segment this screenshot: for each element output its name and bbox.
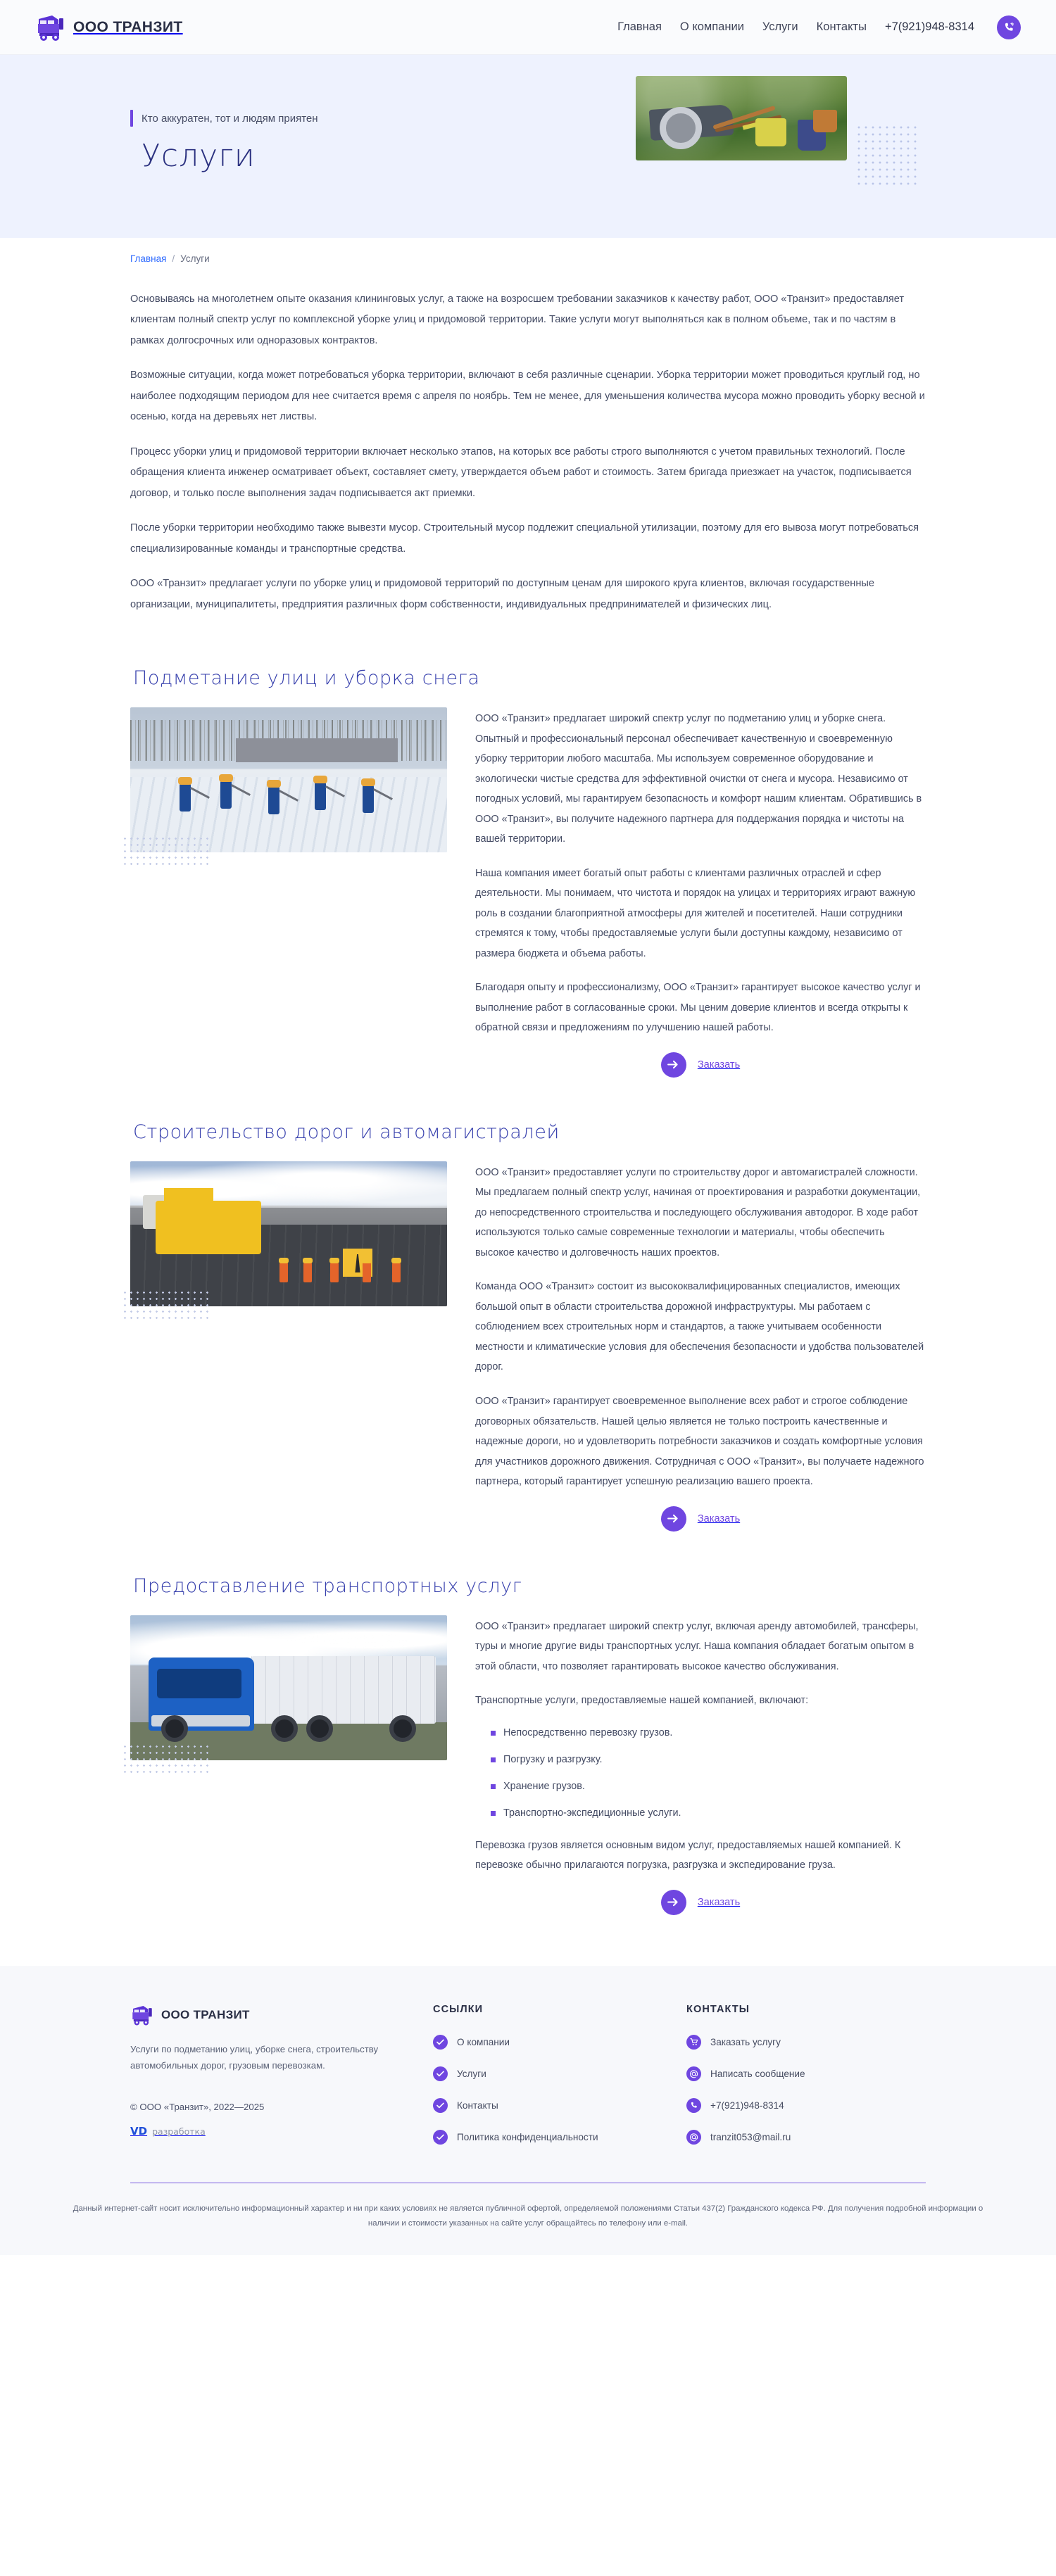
nav-item-services[interactable]: Услуги [762,20,798,33]
service-section-road-construction [0,1097,1056,1551]
brand-name: ООО ТРАНЗИТ [73,18,183,35]
developer-badge[interactable] [130,2125,433,2138]
at-icon [686,2066,701,2081]
footer-link-services[interactable] [433,2066,686,2081]
check-circle-icon [433,2035,448,2050]
footer-contact-label[interactable]: Написать сообщение [710,2068,805,2079]
footer-contacts-title: КОНТАКТЫ [686,2003,750,2015]
footer-contact-message[interactable] [686,2066,926,2081]
service-paragraph: Перевозка грузов является основным видом услуг, предоставляемых нашей компанией. К перевозке обычно прилагаются погрузка, разгрузка и экспедирование груза. [475,1839,901,1871]
service-section-transport [0,1551,1056,1935]
hero-tagline [130,110,318,127]
arrow-right-icon [661,1052,686,1078]
truck-icon [35,13,66,42]
service-paragraph: Команда ООО «Транзит» состоит из высококвалифицированных специалистов, имеющих большой опыт в области строительства дорожной инфраструктуры. Мы работаем с соблюдением всех строительных норм и стандартов, а также учитываем особенности местности и климатические условия для обеспечения безопасности и удобства пользователей дорог. [475,1281,924,1373]
check-circle-icon [433,2066,448,2081]
breadcrumb-separator: / [172,253,175,264]
breadcrumb-home[interactable]: Главная [130,253,167,264]
cart-icon [686,2035,701,2050]
footer-about-column [130,2004,433,2161]
footer-contact-order[interactable] [686,2035,926,2050]
service-paragraph: ООО «Транзит» гарантирует своевременное выполнение всех работ и строгое соблюдение договорных обязательств. Нашей целью является не только построить качественные и надежные дороги, но и удовлетворить потребности заказчиков и создать комфортные условия для участников дорожного движения. Сотрудничая с ООО «Транзит», вы получаете надежного партнера, который гарантирует успешную реализацию вашего проекта. [475,1395,924,1488]
service-text [475,1615,926,1915]
breadcrumb [130,253,926,264]
arrow-right-icon [661,1506,686,1532]
footer-link-privacy[interactable] [433,2130,686,2145]
footer-link-contacts[interactable] [433,2098,686,2113]
brand-logo-link[interactable] [35,13,183,42]
hero-image [636,76,847,160]
service-paragraph: Благодаря опыту и профессионализму, ООО «Транзит» гарантирует высокое качество услуг и выполнение работ в согласованные сроки. Мы ценим доверие клиентов и всегда открыты к обратной связи и предложениям по улучшению нашей работы. [475,982,921,1034]
footer-brand-name: ООО ТРАНЗИТ [161,2007,250,2021]
footer-copyright: © ООО «Транзит», 2022—2025 [130,2102,265,2113]
order-button-label: Заказать [697,1896,741,1908]
arrow-right-icon [661,1890,686,1915]
intro-section [0,264,1056,643]
nav-item-about[interactable]: О компании [679,20,744,33]
service-image-truck [130,1615,447,1760]
order-button-label: Заказать [697,1513,741,1524]
intro-paragraph: Возможные ситуации, когда может потребоваться уборка территории, включают в себя различные сценарии. Уборка территории может проводиться круглый год, но наиболее подходящим периодом для нее считается время с апреля по ноябрь. Тем не менее, для уменьшения количества мусора можно проводить уборку весной и осенью, когда на деревьях нет листвы. [130,370,925,423]
service-text [475,707,926,1078]
service-figure [130,707,447,868]
footer-contact-label[interactable]: Заказать услугу [710,2036,781,2047]
developer-logo-icon: VD [130,2125,148,2138]
footer-contacts-column [686,2004,926,2161]
footer-contact-email[interactable] [686,2130,926,2145]
decorative-dot-grid [855,124,920,189]
nav-item-contacts[interactable]: Контакты [816,20,867,33]
order-button[interactable] [661,1890,740,1915]
list-item: Погрузку и разгрузку. [491,1752,926,1768]
hero-section [0,55,1056,238]
service-image-road [130,1161,447,1306]
service-title: Подметание улиц и уборка снега [133,667,480,690]
footer-link-label[interactable]: Контакты [457,2100,498,2111]
service-paragraph: Наша компания имеет богатый опыт работы с клиентами различных отраслей и сфер деятельности. Мы понимаем, что чистота и порядок на улицах и территориях играют важную роль в создании благоприятной атмосферы для жителей и посетителей. Наши сотрудники стремятся к тому, чтобы предоставляемые услуги были доступны каждому, независимо от размера бюджета и объема работы. [475,867,916,959]
decorative-dot-grid [122,835,209,868]
order-button[interactable] [661,1506,740,1532]
footer-link-label[interactable]: О компании [457,2036,510,2047]
footer-contact-label[interactable]: tranzit053@mail.ru [710,2131,791,2142]
footer-links-column [433,2004,686,2161]
intro-paragraph: ООО «Транзит» предлагает услуги по уборке улиц и придомовой территорий по доступным ценам для широкого круга клиентов, включая государственные организации, муниципалитеты, предприятия различных форм собственности, индивидуальных предпринимателей и физических лиц. [130,578,875,610]
nav-phone-number[interactable]: +7(921)948-8314 [884,20,974,33]
check-circle-icon [433,2098,448,2113]
service-title: Строительство дорог и автомагистралей [133,1120,560,1143]
site-header [0,0,1056,55]
tagline-accent-bar [130,110,133,127]
service-figure [130,1615,447,1776]
intro-paragraph: Основываясь на многолетнем опыте оказания клининговых услуг, а также на возросшем требовании заказчиков к качеству работ, ООО «Транзит» предоставляет клиентам полный спектр услуг по комплексной уборке улиц и придомовой территории. Такие услуги могут выполняться как в полном объеме, так и по частям в рамках долгосрочных или одноразовых контрактов. [130,293,905,346]
footer-link-label[interactable]: Услуги [457,2068,486,2079]
service-figure [130,1161,447,1322]
intro-paragraph: После уборки территории необходимо также вывезти мусор. Строительный мусор подлежит специальной утилизации, поэтому для его вывоза могут потребоваться специализированные команды и транспортные средства. [130,522,919,555]
developer-label: разработка [152,2126,206,2137]
tagline-text: Кто аккуратен, тот и людям приятен [142,112,318,125]
footer-description: Услуги по подметанию улиц, уборке снега, строительству автомобильных дорог, грузовым перевозкам. [130,2043,379,2071]
service-image-snow [130,707,447,852]
phone-icon [686,2098,701,2113]
service-paragraph: ООО «Транзит» предлагает широкий спектр услуг по подметанию улиц и уборке снега. Опытный и профессиональный персонал обеспечивает качественную и своевременную уборку территории любого масштаба. Мы используем современное оборудование и экологически чистые средства для эффективной очистки от снега и мусора. Независимо от погодных условий, мы гарантируем безопасность и комфорт нашим клиентам. Обратившись в ООО «Транзит», вы получите надежного партнера для поддержания порядка и чистоты на вашей территории. [475,713,922,845]
service-title: Предоставление транспортных услуг [133,1574,522,1597]
nav-item-home[interactable]: Главная [617,20,662,33]
footer-contact-label[interactable]: +7(921)948-8314 [710,2100,784,2111]
at-icon [686,2130,701,2145]
call-button[interactable] [997,15,1021,39]
order-button[interactable] [661,1052,740,1078]
phone-icon [1003,21,1015,33]
service-paragraph: ООО «Транзит» предлагает широкий спектр услуг, включая аренду автомобилей, трансферы, туры и многие другие виды транспортных услуг. Наша компания обладает богатым опытом в этой области, что позволяет гарантировать высокое качество обслуживания. [475,1620,919,1672]
footer-link-about[interactable] [433,2035,686,2050]
list-item: Транспортно-экспедиционные услуги. [491,1805,926,1821]
intro-paragraph: Процесс уборки улиц и придомовой территории включает несколько этапов, на которых все работы строго выполняются с учетом правильных технологий. После обращения клиента инженер осматривает объект, составляет смету, утверждается объем работ и стоимость. Затем бригада приезжает на участок, подписывается договор, и только после выполнения задач подписывается акт приемки. [130,446,912,499]
site-footer [0,1966,1056,2255]
list-item: Непосредственно перевозку грузов. [491,1725,926,1741]
footer-brand[interactable] [130,2004,433,2026]
service-paragraph: ООО «Транзит» предоставляет услуги по строительству дорог и автомагистралей сложности. Мы предлагаем полный спектр услуг, начиная от проектирования и разработки документации, до непосредственного строительства и последующего обслуживания автодорог. В ходе работ используются только самые современные технологии и материалы, чтобы обеспечить высокое качество и долговечность наших проектов. [475,1166,921,1258]
service-bullet-list [475,1725,926,1821]
decorative-dot-grid [122,1289,209,1322]
list-item: Хранение грузов. [491,1779,926,1795]
service-section-street-sweeping [0,643,1056,1097]
service-text [475,1161,926,1532]
footer-link-label[interactable]: Политика конфиденциальности [457,2131,598,2142]
breadcrumb-current: Услуги [180,253,210,264]
service-paragraph: Транспортные услуги, предоставляемые нашей компанией, включают: [475,1695,809,1707]
decorative-dot-grid [122,1743,209,1776]
order-button-label: Заказать [697,1059,741,1071]
footer-links-title: ССЫЛКИ [433,2003,484,2015]
check-circle-icon [433,2130,448,2145]
truck-icon [130,2004,154,2026]
footer-contact-phone[interactable] [686,2098,926,2113]
page-title: Услуги [142,138,256,174]
footer-disclaimer: Данный интернет-сайт носит исключительно информационный характер и ни при каких условиях не является публичной офертой, определяемой положениями Статьи 437(2) Гражданского кодекса РФ. Для получения подробной информации о наличии и стоимости указанных на сайте услуг обращайтесь по телефону или e-mail. [73,2204,983,2228]
breadcrumb-bar [0,238,1056,264]
main-nav [617,15,1021,39]
